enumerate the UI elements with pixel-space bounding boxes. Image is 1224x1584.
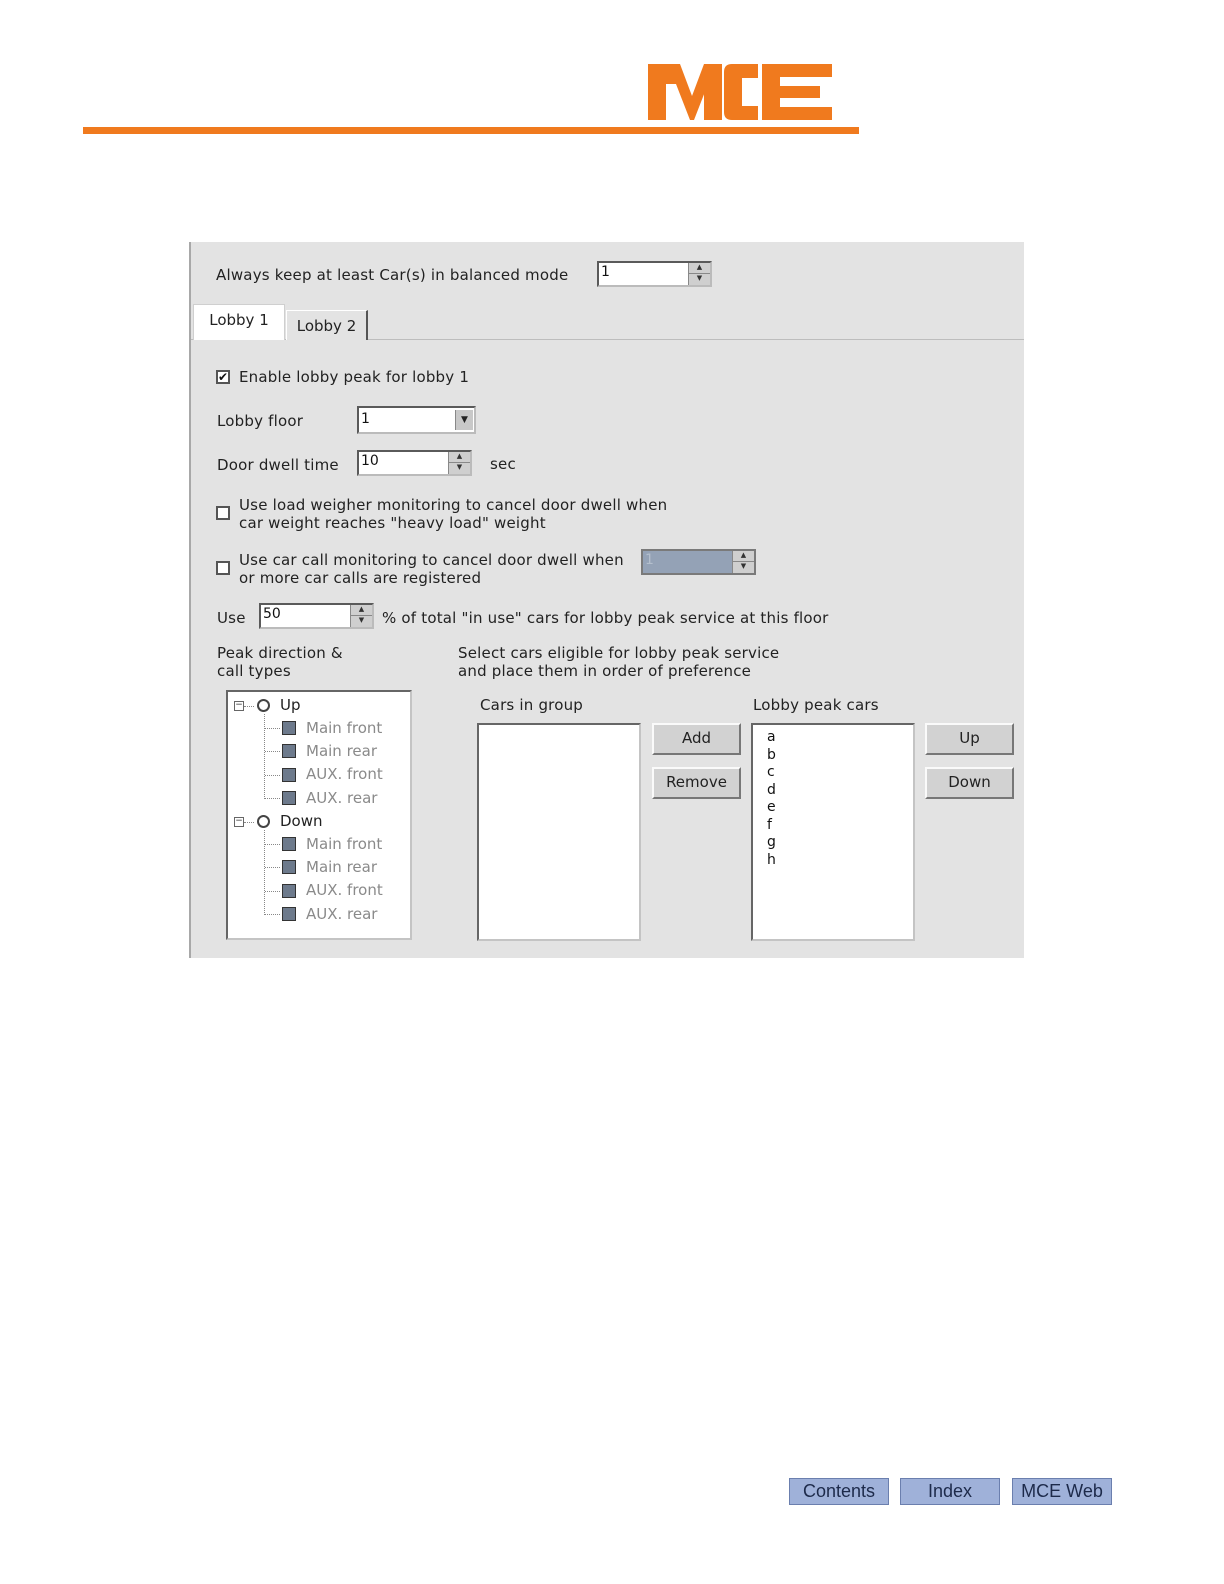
use-percent-value: 50 [263, 606, 281, 622]
down-main-front-checkbox[interactable] [282, 837, 296, 851]
cars-in-group-label: Cars in group [480, 696, 584, 714]
enable-lobby-peak-checkbox[interactable]: ✔ [218, 370, 229, 384]
header-rule [83, 127, 859, 134]
list-item[interactable]: f [767, 816, 772, 833]
move-up-button[interactable]: Up [925, 723, 1014, 755]
door-dwell-label: Door dwell time [217, 456, 339, 474]
up-main-front-checkbox[interactable] [282, 721, 296, 735]
tree-node-down-aux-front[interactable]: AUX. front [306, 881, 383, 899]
up-aux-rear-checkbox[interactable] [282, 791, 296, 805]
car-call-label-line1: Use car call monitoring to cancel door dwell when [239, 551, 624, 569]
car-call-checkbox[interactable] [216, 561, 230, 575]
select-cars-label-line1: Select cars eligible for lobby peak service [458, 644, 780, 662]
spin-arrows-icon[interactable]: ▲ ▼ [732, 551, 754, 573]
tree-node-down-main-front[interactable]: Main front [306, 835, 383, 853]
door-dwell-spinner[interactable] [357, 450, 472, 476]
spin-arrows-icon[interactable]: ▲ ▼ [688, 263, 710, 285]
down-aux-front-checkbox[interactable] [282, 884, 296, 898]
down-main-rear-checkbox[interactable] [282, 860, 296, 874]
select-cars-label-line2: and place them in order of preference [458, 662, 752, 680]
lobby-peak-cars-list[interactable] [751, 723, 915, 941]
cars-in-group-list[interactable] [477, 723, 641, 941]
down-aux-rear-checkbox[interactable] [282, 907, 296, 921]
list-item[interactable]: a [767, 729, 776, 745]
remove-button[interactable]: Remove [652, 767, 741, 799]
tree-node-down[interactable]: Down [280, 812, 323, 830]
up-main-rear-checkbox[interactable] [282, 744, 296, 758]
contents-button[interactable]: Contents [789, 1478, 889, 1505]
up-radio-icon[interactable] [257, 699, 270, 712]
tab-lobby-1[interactable]: Lobby 1 [193, 304, 285, 340]
lobby-peak-cars-label: Lobby peak cars [753, 696, 879, 714]
door-dwell-value: 10 [361, 453, 379, 469]
tree-node-up[interactable]: Up [280, 696, 301, 714]
tree-node-up-aux-rear[interactable]: AUX. rear [306, 789, 378, 807]
list-item[interactable]: g [767, 834, 776, 850]
settings-panel [189, 242, 1024, 958]
tree-node-up-main-rear[interactable]: Main rear [306, 742, 378, 760]
peak-direction-label-line1: Peak direction & [217, 644, 343, 662]
up-aux-front-checkbox[interactable] [282, 768, 296, 782]
list-item[interactable]: b [767, 746, 776, 763]
car-call-count-spinner[interactable] [641, 549, 756, 575]
mce-logo [646, 62, 836, 124]
down-radio-icon[interactable] [257, 815, 270, 828]
list-item[interactable]: h [767, 851, 776, 868]
car-call-label-line2: or more car calls are registered [239, 569, 482, 587]
load-weigher-label-line1: Use load weigher monitoring to cancel door dwell when [239, 496, 668, 514]
load-weigher-checkbox[interactable] [216, 506, 230, 520]
list-item[interactable]: e [767, 799, 776, 815]
spin-arrows-icon[interactable]: ▲ ▼ [448, 452, 470, 474]
index-button[interactable]: Index [900, 1478, 1000, 1505]
load-weigher-label-line2: car weight reaches "heavy load" weight [239, 514, 546, 532]
tree-collapse-icon[interactable]: − [235, 700, 243, 710]
lobby-floor-value: 1 [361, 411, 370, 427]
tree-node-down-aux-rear[interactable]: AUX. rear [306, 905, 378, 923]
use-percent-suffix: % of total "in use" cars for lobby peak service at this floor [382, 609, 829, 627]
chevron-down-icon[interactable]: ▼ [455, 410, 473, 430]
tree-node-up-aux-front[interactable]: AUX. front [306, 765, 383, 783]
tab-lobby-2[interactable]: Lobby 2 [286, 310, 368, 340]
use-percent-spinner[interactable] [259, 603, 374, 629]
door-dwell-unit: sec [490, 455, 516, 473]
balanced-mode-spinner[interactable] [597, 261, 712, 287]
lobby-floor-label: Lobby floor [217, 412, 304, 430]
balanced-mode-label: Always keep at least Car(s) in balanced mode [216, 266, 569, 284]
enable-lobby-peak-label: Enable lobby peak for lobby 1 [239, 368, 470, 386]
move-down-button[interactable]: Down [925, 767, 1014, 799]
add-button[interactable]: Add [652, 723, 741, 755]
spin-arrows-icon[interactable]: ▲ ▼ [350, 605, 372, 627]
peak-direction-label-line2: call types [217, 662, 291, 680]
list-item[interactable]: d [767, 781, 776, 798]
car-call-count-value: 1 [645, 552, 654, 568]
mce-web-button[interactable]: MCE Web [1012, 1478, 1112, 1505]
lobby-floor-select[interactable] [357, 406, 476, 434]
tree-node-down-main-rear[interactable]: Main rear [306, 858, 378, 876]
tree-node-up-main-front[interactable]: Main front [306, 719, 383, 737]
list-item[interactable]: c [767, 764, 775, 780]
tree-collapse-icon[interactable]: − [235, 816, 243, 826]
balanced-mode-value: 1 [601, 264, 610, 280]
use-label: Use [217, 609, 246, 627]
peak-direction-tree[interactable] [226, 690, 412, 940]
